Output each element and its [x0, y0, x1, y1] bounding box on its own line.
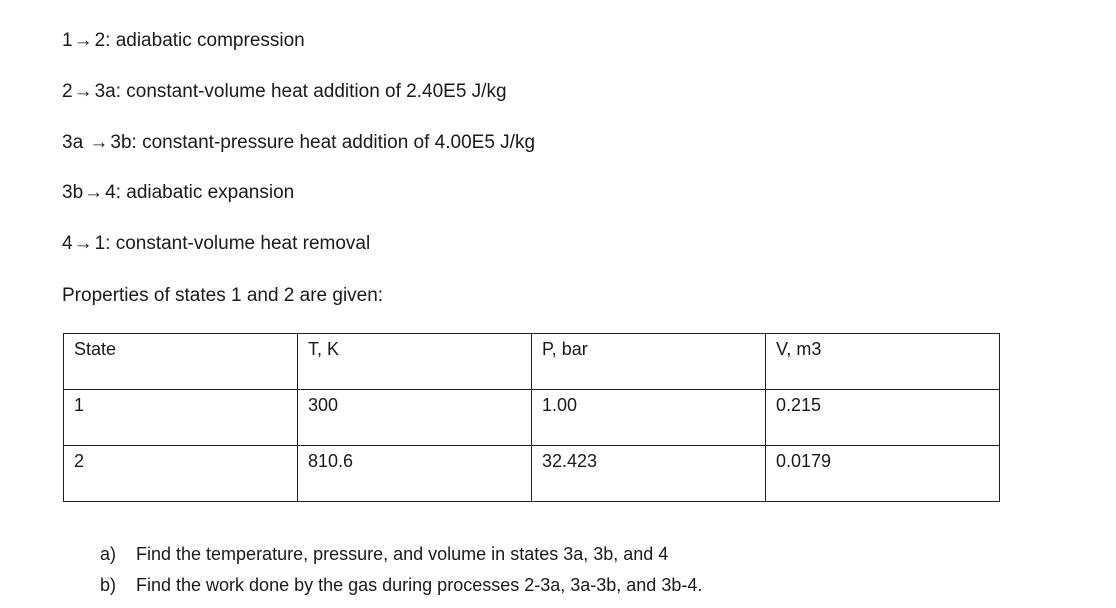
table-header-row — [64, 334, 1000, 390]
process-line-1-2 — [62, 29, 305, 53]
right-arrow-icon: → — [89, 132, 109, 153]
question-text: Find the temperature, pressure, and volume in states 3a, 3b, and 4 — [136, 544, 669, 564]
process-from: 1 — [62, 30, 73, 51]
cell-pressure: 1.00 — [532, 390, 766, 446]
cell-temperature: 810.6 — [298, 446, 532, 502]
question-label: a) — [100, 544, 117, 564]
properties-intro: Properties of states 1 and 2 are given: — [62, 285, 384, 306]
table-row — [64, 390, 1000, 446]
table-row — [64, 446, 1000, 502]
process-line-4-1 — [62, 232, 370, 256]
state-properties-table — [63, 333, 1000, 502]
process-from: 3b — [62, 182, 84, 203]
right-arrow-icon: → — [73, 30, 93, 51]
question-a — [100, 542, 668, 566]
process-from: 4 — [62, 233, 73, 254]
process-description: 2: adiabatic compression — [94, 30, 305, 51]
question-b — [100, 573, 702, 597]
header-pressure: P, bar — [532, 334, 766, 390]
header-volume: V, m3 — [766, 334, 1000, 390]
process-line-3b-4 — [62, 181, 294, 205]
right-arrow-icon: → — [73, 81, 93, 102]
process-line-2-3a — [62, 80, 507, 104]
cell-volume: 0.215 — [766, 390, 1000, 446]
right-arrow-icon: → — [73, 233, 93, 254]
question-label: b) — [100, 575, 117, 595]
process-description: 3b: constant-pressure heat addition of 4.00E5 J/kg — [110, 132, 536, 153]
process-description: 1: constant-volume heat removal — [94, 233, 371, 254]
process-description: 3a: constant-volume heat addition of 2.40E5 J/kg — [94, 81, 507, 102]
process-from: 2 — [62, 81, 73, 102]
cell-temperature: 300 — [298, 390, 532, 446]
process-line-3a-3b — [62, 131, 535, 155]
process-description: 4: adiabatic expansion — [105, 182, 295, 203]
cell-state: 2 — [64, 446, 298, 502]
cell-volume: 0.0179 — [766, 446, 1000, 502]
cell-state: 1 — [64, 390, 298, 446]
header-state: State — [64, 334, 298, 390]
cell-pressure: 32.423 — [532, 446, 766, 502]
question-text: Find the work done by the gas during processes 2-3a, 3a-3b, and 3b-4. — [136, 575, 703, 595]
right-arrow-icon: → — [84, 182, 104, 203]
process-from: 3a — [62, 132, 89, 153]
header-temperature: T, K — [298, 334, 532, 390]
